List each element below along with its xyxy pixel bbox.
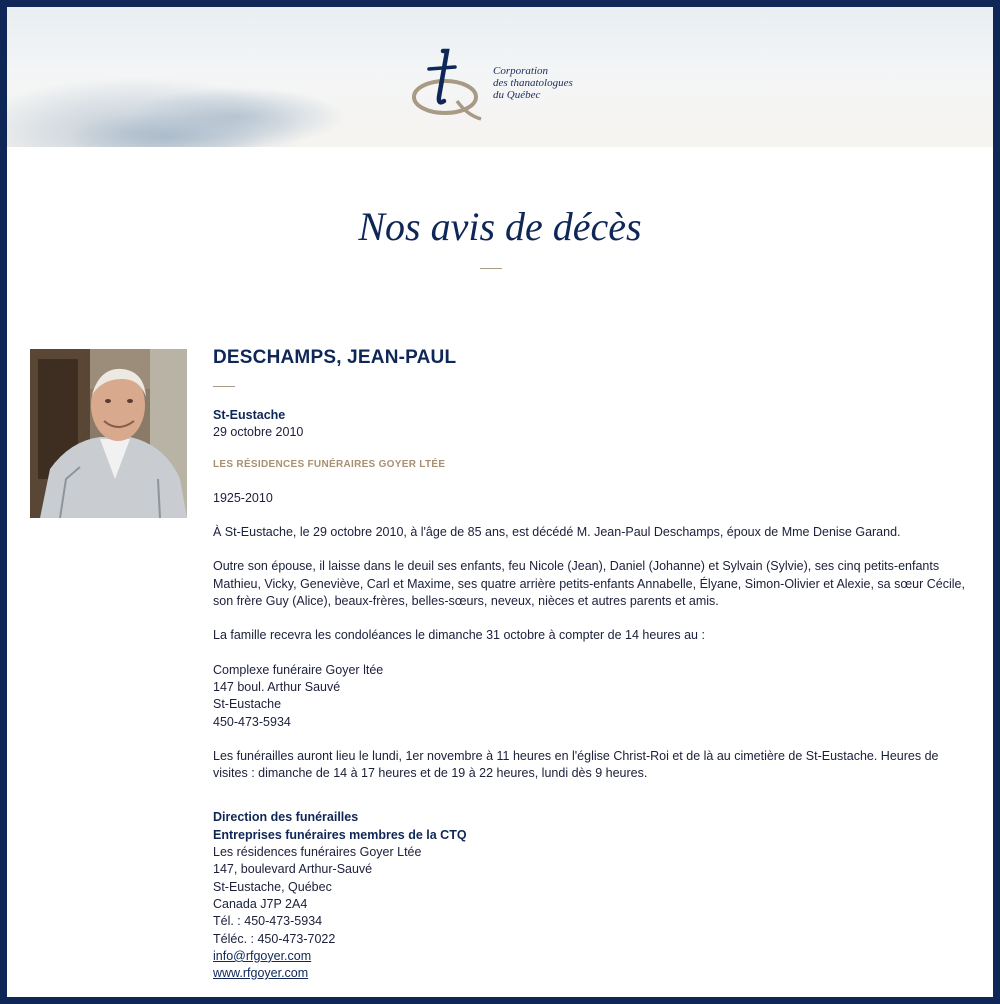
direction-subheading: Entreprises funéraires membres de la CTQ xyxy=(213,827,467,842)
paragraph-funeral: Les funérailles auront lieu le lundi, 1er novembre à 11 heures en l'église Christ-Roi et de là au cimetière de St-Eustache. Heures de visites : dimanche de 14 à 17 heures et de 19 à 22 heures, lundi dès 9 heures. xyxy=(213,748,939,781)
paragraph-family: Outre son épouse, il laisse dans le deuil ses enfants, feu Nicole (Jean), Daniel (Johanne) et Sylvain (Sylvie), ses cinq petits-enfants Mathieu, Vicky, Geneviève, Carl et Maxime, ses quatre arrière petits-enfants Annabelle, Élyane, Simon-Olivier et Alexie, sa sœur Cécile, son frère Guy (Alice), beaux-frères, belles-sœurs, neveux, nièces et autres parents et amis. xyxy=(213,559,965,609)
portrait-image-icon xyxy=(30,349,187,518)
direction-line: Les résidences funéraires Goyer Ltée xyxy=(213,845,422,860)
funeral-direction xyxy=(213,809,973,982)
email-link[interactable]: info@rfgoyer.com xyxy=(213,948,312,963)
visitation-line: 147 boul. Arthur Sauvé xyxy=(213,679,341,694)
death-date: 29 octobre 2010 xyxy=(213,425,304,440)
visitation-address xyxy=(213,662,973,731)
logo-mark-icon xyxy=(409,45,489,125)
direction-line: St-Eustache, Québec xyxy=(213,879,332,894)
page-frame xyxy=(7,7,993,997)
city: St-Eustache xyxy=(213,408,286,422)
direction-line: Tél. : 450-473-5934 xyxy=(213,914,323,929)
direction-line: Canada J7P 2A4 xyxy=(213,896,308,911)
site-logo[interactable] xyxy=(409,45,589,125)
direction-heading: Direction des funérailles xyxy=(213,810,359,825)
title-divider xyxy=(480,268,502,269)
header-banner xyxy=(7,7,993,147)
visitation-line: Complexe funéraire Goyer ltée xyxy=(213,662,384,677)
page-title: Nos avis de décès xyxy=(358,204,642,249)
obituary-content xyxy=(213,345,973,982)
deceased-photo xyxy=(30,349,187,518)
paragraph-condolences: La famille recevra les condoléances le dimanche 31 octobre à compter de 14 heures au : xyxy=(213,628,705,643)
direction-line: 147, boulevard Arthur-Sauvé xyxy=(213,862,373,877)
years: 1925-2010 xyxy=(213,490,273,505)
paragraph-announcement: À St-Eustache, le 29 octobre 2010, à l'âge de 85 ans, est décédé M. Jean-Paul Deschamps, époux de Mme Denise Garand. xyxy=(213,525,901,540)
visitation-line: 450-473-5934 xyxy=(213,714,291,729)
deceased-name: DESCHAMPS, JEAN-PAUL xyxy=(213,347,457,368)
logo-text xyxy=(493,65,573,101)
visitation-line: St-Eustache xyxy=(213,697,282,712)
website-link[interactable]: www.rfgoyer.com xyxy=(213,966,309,981)
name-divider xyxy=(213,386,235,387)
direction-line: Téléc. : 450-473-7022 xyxy=(213,931,336,946)
funeral-home-label: LES RÉSIDENCES FUNÉRAIRES GOYER LTÉE xyxy=(213,458,446,470)
logo-line-2: des thanatologues xyxy=(493,77,573,89)
logo-line-3: du Québec xyxy=(493,89,541,101)
logo-line-1: Corporation xyxy=(493,65,549,77)
